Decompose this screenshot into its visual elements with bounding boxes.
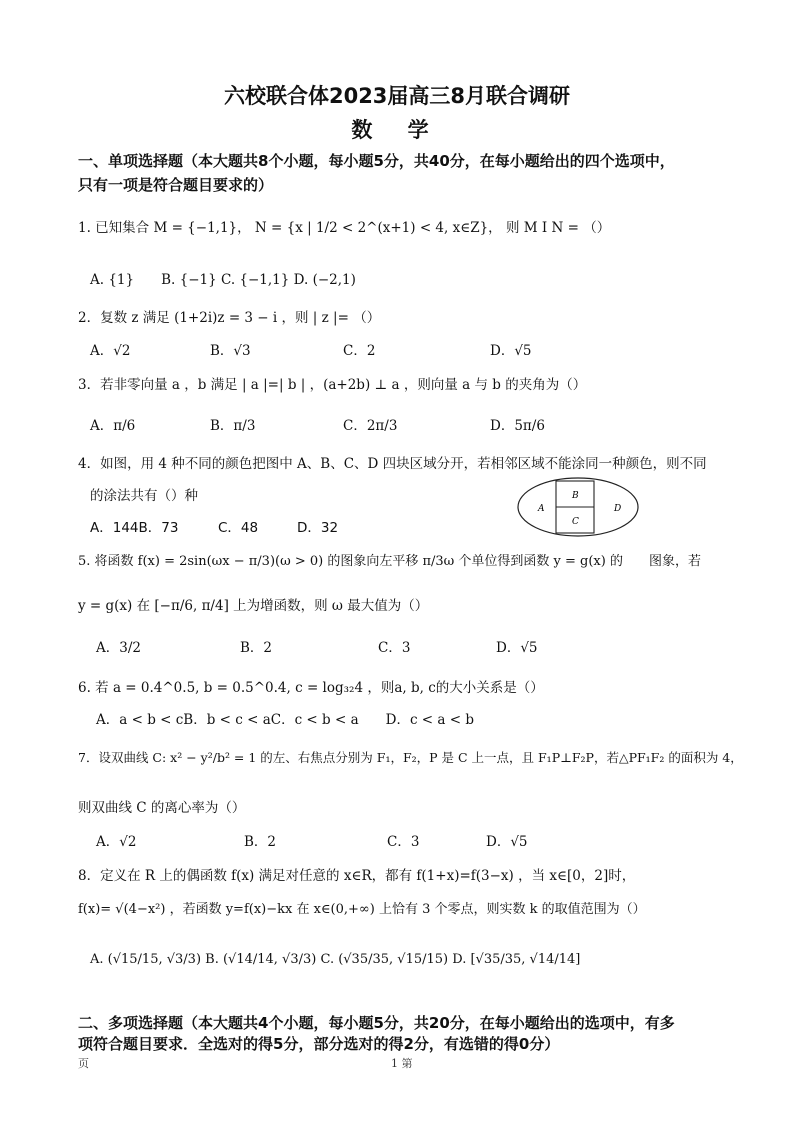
question-7-option-b: B．2 [244,834,277,850]
question-5-option-a: A．3/2 [96,640,141,656]
section1-heading-line1: 一、单项选择题（本大题共8个小题，每小题5分，共40分，在每小题给出的四个选项中， [78,152,675,170]
question-6-options: A．a < b < cB．b < c < aC．c < b < a D．c < a < b [96,712,474,728]
question-2-option-c: C．2 [343,343,376,359]
section2-heading-line2: 项符合题目要求．全选对的得5分，部分选对的得2分，有选错的得0分） [78,1035,560,1053]
question-8-line2: f(x)= √(4−x²) ，若函数 y=f(x)−kx 在 x∈(0,+∞) 上恰有 3 个零点，则实数 k 的取值范围为（） [78,902,646,917]
question-7-option-d: D．√5 [486,834,528,850]
footer-page-number: 1 第 [391,1057,413,1070]
question-2: 2．复数 z 满足 (1+2i)z = 3 − i ，则 | z |= （） [78,310,381,326]
question-2-option-b: B．√3 [210,343,251,359]
question-4-option-d: D．32 [297,520,339,536]
question-4-line2: 的涂法共有（）种 [90,488,198,504]
section2-heading-line1: 二、多项选择题（本大题共4个小题，每小题5分，共20分，在每小题给出的选项中，有多 [78,1014,675,1032]
region-diagram [516,476,640,538]
question-5-line1: 5. 将函数 f(x) = 2sin(ωx − π/3)(ω > 0) 的图象向左平移 π/3ω 个单位得到函数 y = g(x) 的 图象，若 [78,554,701,569]
question-2-option-d: D．√5 [490,343,532,359]
question-7-line2: 则双曲线 C 的离心率为（） [78,800,246,816]
question-5-option-d: D．√5 [496,640,538,656]
question-1-options: A. {1} B. {−1} C. {−1,1} D. (−2,1) [90,272,356,288]
section1-heading-line2: 只有一项是符合题目要求的） [78,176,274,194]
question-3-option-b: B．π/3 [210,418,256,434]
question-1: 1. 已知集合 M = {−1,1}， N = {x | 1/2 < 2^(x+1) < 4, x∈Z}， 则 M I N = （） [78,220,611,236]
question-3-option-c: C．2π/3 [343,418,398,434]
question-3-option-a: A．π/6 [90,418,136,434]
question-3-option-d: D．5π/6 [490,418,545,434]
question-4-option-ab: A．144B．73 [90,520,179,536]
question-7-option-a: A．√2 [96,834,137,850]
question-6: 6. 若 a = 0.4^0.5, b = 0.5^0.4, c = log₃₂4 ，则a, b, c的大小关系是（） [78,680,544,696]
region-label-a: A [538,504,545,514]
question-3: 3．若非零向量 a ，b 满足 | a |=| b | ，(a+2b) ⊥ a ，则向量 a 与 b 的夹角为（） [78,377,587,393]
question-5-option-b: B．2 [240,640,273,656]
question-4-line1: 4．如图，用 4 种不同的颜色把图中 A、B、C、D 四块区域分开，若相邻区域不能涂同一种颜色，则不同 [78,456,707,472]
question-5-option-c: C．3 [378,640,411,656]
question-7-line1: 7．设双曲线 C: x² − y²/b² = 1 的左、右焦点分别为 F₁，F₂，P 是 C 上一点，且 F₁P⊥F₂P，若△PF₁F₂ 的面积为 4， [78,750,743,765]
question-4-option-c: C．48 [218,520,259,536]
question-8-options: A. (√15/15, √3/3) B. (√14/14, √3/3) C. (√35/35, √15/15) D. [√35/35, √14/14] [90,952,581,967]
region-label-d: D [614,504,622,514]
region-label-c: C [572,517,579,527]
question-8-line1: 8．定义在 R 上的偶函数 f(x) 满足对任意的 x∈R，都有 f(1+x)=f(3−x) ，当 x∈[0，2]时， [78,868,636,884]
region-label-b: B [572,491,579,501]
question-2-option-a: A．√2 [90,343,131,359]
question-7-option-c: C．3 [387,834,420,850]
page-title: 六校联合体2023届高三8月联合调研 [223,84,571,108]
question-5-line2: y = g(x) 在 [−π/6, π/4] 上为增函数，则 ω 最大值为（） [78,598,429,614]
footer-left: 页 [78,1057,89,1070]
subject-heading: 数 学 [351,118,443,142]
